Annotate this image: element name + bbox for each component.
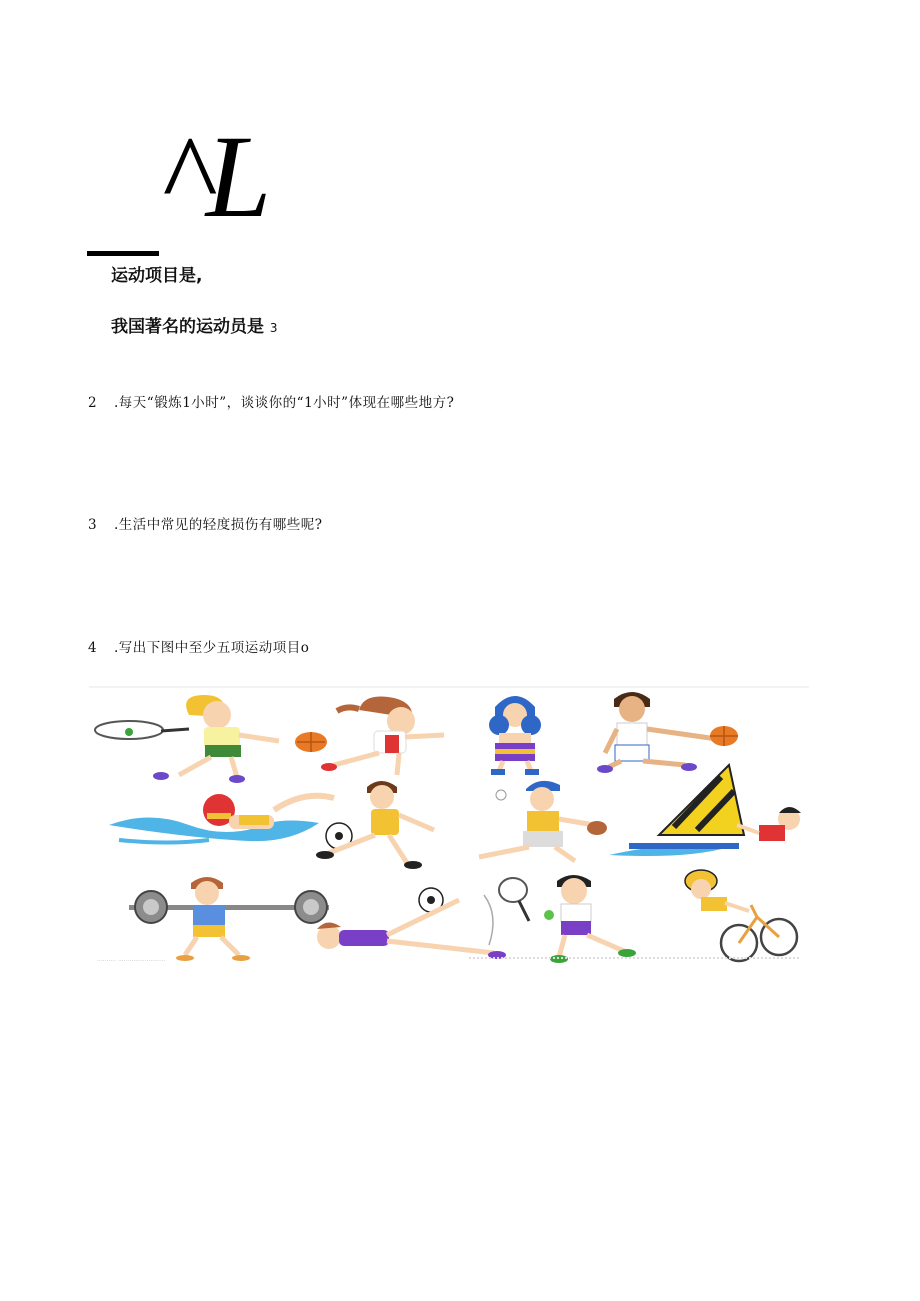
fill-in-line-athlete [111, 312, 278, 337]
question-number: 4 [88, 640, 98, 656]
watermark: .......... ......................... [97, 956, 166, 963]
sports-illustration [89, 685, 809, 967]
header-glyph: ^L [160, 111, 268, 242]
fill-in-line-sport: 运动项目是, [111, 266, 203, 286]
question-text: .写出下图中至少五项运动项目o [114, 640, 310, 656]
sports-illustration-svg [89, 685, 809, 967]
fill-in-athlete-end: 3 [269, 321, 278, 335]
question-4 [88, 636, 309, 656]
question-number: 3 [88, 517, 98, 533]
question-2 [88, 391, 454, 411]
question-number: 2 [88, 395, 98, 411]
fill-in-athlete-text: 我国著名的运动员是 [111, 317, 264, 337]
question-text: .生活中常见的轻度损伤有哪些呢? [114, 517, 323, 533]
question-3 [88, 513, 323, 533]
question-text: .每天“锻炼1小时”，谈谈你的“1小时”体现在哪些地方? [114, 395, 455, 411]
header-rule [87, 251, 159, 256]
